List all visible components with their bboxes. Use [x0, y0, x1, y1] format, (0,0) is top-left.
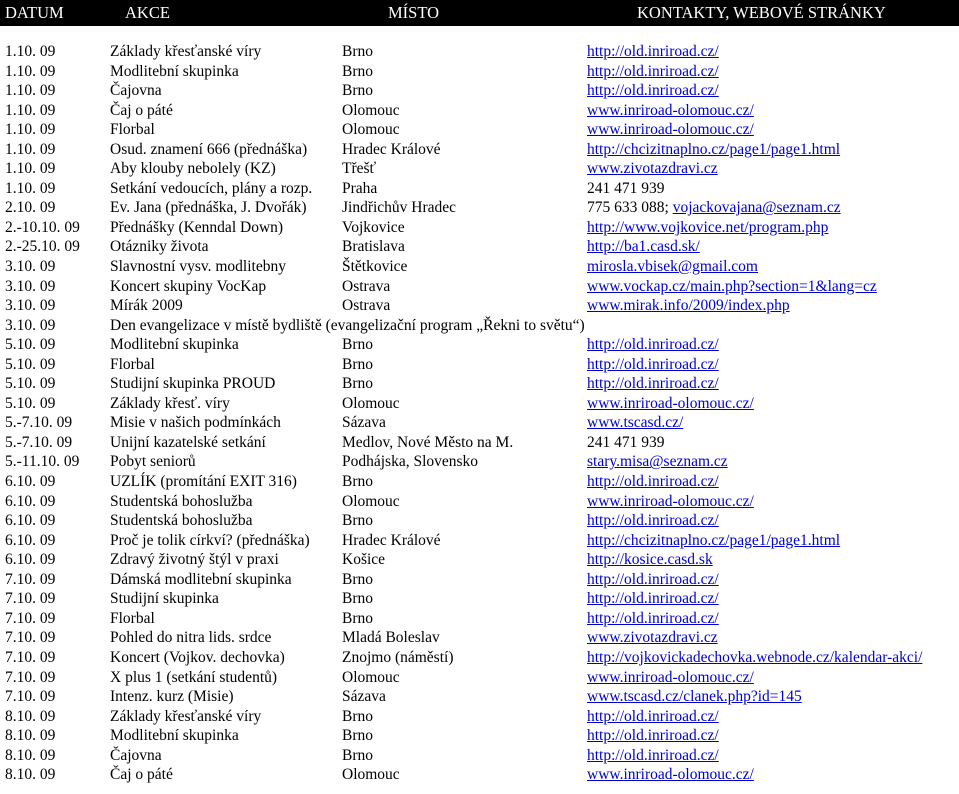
row-event: Studentská bohoslužba	[110, 512, 253, 530]
row-contact[interactable]: www.inriroad-olomouc.cz/	[587, 492, 754, 510]
row-contact[interactable]: http://kosice.casd.sk	[587, 551, 713, 569]
table-header	[0, 0, 959, 26]
row-date: 1.10. 09	[5, 179, 56, 197]
row-place: Ostrava	[342, 297, 391, 315]
row-contact[interactable]: http://old.inriroad.cz/	[587, 570, 719, 588]
row-place: Brno	[342, 62, 373, 80]
row-event: Slavnostní vysv. modlitebny	[110, 258, 286, 276]
row-place: Praha	[342, 179, 378, 197]
row-event: Studentská bohoslužba	[110, 492, 253, 510]
row-event: Koncert (Vojkov. dechovka)	[110, 648, 285, 666]
row-contact[interactable]: http://old.inriroad.cz/	[587, 336, 719, 354]
row-contact[interactable]: http://old.inriroad.cz/	[587, 746, 719, 764]
row-contact-phone: 775 633 088;	[587, 199, 673, 217]
row-date: 3.10. 09	[5, 297, 56, 315]
table-row	[0, 159, 959, 179]
table-row	[0, 296, 959, 316]
row-contact-link[interactable]: vojackovajana@seznam.cz	[672, 199, 841, 217]
row-place: Olomouc	[342, 394, 400, 412]
table-row	[0, 472, 959, 492]
row-contact[interactable]: http://old.inriroad.cz/	[587, 375, 719, 393]
row-place: Brno	[342, 609, 373, 627]
table-row	[0, 257, 959, 277]
header-event: AKCE	[125, 3, 170, 22]
row-place: Olomouc	[342, 668, 400, 686]
row-date: 2.-25.10. 09	[5, 238, 80, 256]
row-place: Brno	[342, 82, 373, 100]
row-place: Brno	[342, 375, 373, 393]
row-event: Základy křesť. víry	[110, 394, 230, 412]
row-event: Základy křesťanské víry	[110, 43, 262, 60]
header-contact: KONTAKTY, WEBOVÉ STRÁNKY	[637, 3, 886, 22]
row-event: Modlitební skupinka	[110, 336, 239, 354]
row-place: Brno	[342, 746, 373, 764]
row-event: Unijní kazatelské setkání	[110, 433, 266, 451]
row-place: Olomouc	[342, 492, 400, 510]
row-place: Olomouc	[342, 101, 400, 119]
row-event: Studijní skupinka PROUD	[110, 375, 276, 393]
table-row	[0, 628, 959, 648]
row-event: Dámská modlitební skupinka	[110, 570, 292, 588]
row-event: Aby klouby nebolely (KZ)	[110, 160, 276, 178]
row-place: Vojkovice	[342, 218, 405, 236]
row-event: Modlitební skupinka	[110, 62, 239, 80]
row-contact[interactable]: http://chcizitnaplno.cz/page1/page1.html	[587, 531, 841, 549]
table-row	[0, 355, 959, 375]
row-contact[interactable]: http://ba1.casd.sk/	[587, 238, 700, 256]
row-date: 7.10. 09	[5, 609, 56, 627]
row-contact[interactable]: http://old.inriroad.cz/	[587, 512, 719, 530]
table-row	[0, 42, 959, 62]
row-date: 5.10. 09	[5, 336, 56, 354]
table-row	[0, 198, 959, 218]
row-contact[interactable]: http://old.inriroad.cz/	[587, 62, 719, 80]
row-date: 5.-7.10. 09	[5, 433, 73, 451]
table-row	[0, 81, 959, 101]
row-contact[interactable]: http://chcizitnaplno.cz/page1/page1.html	[587, 140, 841, 158]
row-event: UZLÍK (promítání EXIT 316)	[110, 473, 297, 491]
row-contact[interactable]: www.inriroad-olomouc.cz/	[587, 121, 754, 139]
row-date: 7.10. 09	[5, 590, 56, 608]
row-date: 5.10. 09	[5, 394, 56, 412]
row-contact[interactable]: www.inriroad-olomouc.cz/	[587, 394, 754, 412]
table-row	[0, 726, 959, 746]
row-event: Čajovna	[110, 82, 162, 100]
row-event: Den evangelizace v místě bydliště (evangelizační program „Řekni to světu“)	[110, 316, 585, 334]
table-row	[0, 452, 959, 472]
row-date: 5.10. 09	[5, 375, 56, 393]
row-contact[interactable]: www.vockap.cz/main.php?section=1&lang=cz	[587, 277, 877, 295]
table-row	[0, 179, 959, 199]
row-place: Štětkovice	[342, 258, 408, 276]
row-event: Čaj o páté	[110, 766, 173, 784]
row-date: 5.-7.10. 09	[5, 414, 73, 432]
row-date: 1.10. 09	[5, 62, 56, 80]
table-row	[0, 687, 959, 707]
row-place: Brno	[342, 590, 373, 608]
row-place: Sázava	[342, 414, 386, 432]
row-date: 1.10. 09	[5, 43, 56, 60]
table-row	[0, 120, 959, 140]
row-date: 6.10. 09	[5, 531, 56, 549]
row-place: Olomouc	[342, 121, 400, 139]
row-place: Podhájska, Slovensko	[342, 453, 479, 471]
row-contact[interactable]: www.inriroad-olomouc.cz/	[587, 668, 754, 686]
table-row	[0, 550, 959, 570]
row-date: 5.-11.10. 09	[5, 453, 80, 471]
row-event: Pohled do nitra lids. srdce	[110, 629, 272, 647]
row-event: Florbal	[110, 121, 155, 139]
row-date: 1.10. 09	[5, 160, 56, 178]
row-place: Brno	[342, 707, 373, 725]
row-date: 6.10. 09	[5, 512, 56, 530]
table-row	[0, 394, 959, 414]
row-event: Florbal	[110, 609, 155, 627]
table-row	[0, 413, 959, 433]
table-row	[0, 140, 959, 160]
row-place: Hradec Králové	[342, 531, 441, 549]
row-contact[interactable]: www.zivotazdravi.cz	[587, 160, 718, 178]
row-contact[interactable]: http://old.inriroad.cz/	[587, 707, 719, 725]
table-row	[0, 62, 959, 82]
table-row	[0, 101, 959, 121]
row-event: Florbal	[110, 355, 155, 373]
row-event: Koncert skupiny VocKap	[110, 277, 267, 295]
row-date: 1.10. 09	[5, 101, 56, 119]
row-place: Třešť	[342, 160, 377, 178]
table-row	[0, 589, 959, 609]
row-date: 5.10. 09	[5, 355, 56, 373]
row-date: 6.10. 09	[5, 492, 56, 510]
row-place: Brno	[342, 473, 373, 491]
row-place: Bratislava	[342, 238, 405, 256]
row-event: Mírák 2009	[110, 297, 183, 315]
row-event: Čaj o páté	[110, 101, 173, 119]
row-date: 3.10. 09	[5, 316, 56, 334]
header-date: DATUM	[5, 3, 64, 22]
row-event: Přednášky (Kenndal Down)	[110, 218, 284, 236]
table-row	[0, 511, 959, 531]
row-event: Osud. znamení 666 (přednáška)	[110, 140, 308, 158]
row-date: 7.10. 09	[5, 629, 56, 647]
table-row	[0, 765, 959, 785]
row-contact[interactable]: www.inriroad-olomouc.cz/	[587, 101, 754, 119]
row-contact	[587, 198, 841, 218]
row-date: 6.10. 09	[5, 473, 56, 491]
table-row	[0, 492, 959, 512]
row-contact[interactable]: http://old.inriroad.cz/	[587, 473, 719, 491]
row-date: 8.10. 09	[5, 766, 56, 784]
table-row	[0, 218, 959, 238]
row-event: Misie v našich podmínkách	[110, 414, 281, 432]
row-contact[interactable]: http://old.inriroad.cz/	[587, 590, 719, 608]
row-date: 8.10. 09	[5, 727, 56, 745]
table-row	[0, 433, 959, 453]
row-contact[interactable]: www.tscasd.cz/	[587, 414, 684, 432]
row-contact[interactable]: http://old.inriroad.cz/	[587, 609, 719, 627]
row-date: 1.10. 09	[5, 140, 56, 158]
row-date: 2.10. 09	[5, 199, 56, 217]
row-place: Medlov, Nové Město na M.	[342, 433, 514, 451]
row-event: Setkání vedoucích, plány a rozp.	[110, 179, 313, 197]
row-date: 7.10. 09	[5, 688, 56, 706]
row-event: X plus 1 (setkání studentů)	[110, 668, 278, 686]
row-event: Základy křesťanské víry	[110, 707, 262, 725]
row-date: 6.10. 09	[5, 551, 56, 569]
row-place: Mladá Boleslav	[342, 629, 440, 647]
row-place: Brno	[342, 570, 373, 588]
row-date: 3.10. 09	[5, 277, 56, 295]
row-contact[interactable]: http://old.inriroad.cz/	[587, 727, 719, 745]
table-row	[0, 374, 959, 394]
row-contact[interactable]: www.mirak.info/2009/index.php	[587, 297, 790, 315]
row-contact[interactable]: stary.misa@seznam.cz	[587, 453, 728, 471]
row-place: Brno	[342, 355, 373, 373]
row-contact[interactable]: mirosla.vbisek@gmail.com	[587, 258, 758, 276]
table-row	[0, 707, 959, 727]
row-event: Zdravý životný štýl v praxi	[110, 551, 279, 569]
row-date: 7.10. 09	[5, 570, 56, 588]
row-contact: 241 471 939	[587, 433, 665, 451]
table-row	[0, 746, 959, 766]
row-place: Brno	[342, 512, 373, 530]
table-row	[0, 531, 959, 551]
row-date: 2.-10.10. 09	[5, 218, 80, 236]
row-place: Sázava	[342, 688, 386, 706]
table-row	[0, 609, 959, 629]
row-event: Proč je tolik církví? (přednáška)	[110, 531, 310, 549]
row-date: 7.10. 09	[5, 668, 56, 686]
table-row	[0, 570, 959, 590]
row-place: Znojmo (náměstí)	[342, 648, 454, 666]
row-event: Otázniky života	[110, 238, 209, 256]
row-place: Ostrava	[342, 277, 391, 295]
row-event: Studijní skupinka	[110, 590, 219, 608]
row-place: Hradec Králové	[342, 140, 441, 158]
row-contact[interactable]: http://www.vojkovice.net/program.php	[587, 218, 829, 236]
table-row	[0, 668, 959, 688]
row-date: 7.10. 09	[5, 648, 56, 666]
row-event: Čajovna	[110, 746, 162, 764]
row-event: Intenz. kurz (Misie)	[110, 688, 234, 706]
table-row	[0, 335, 959, 355]
row-date: 8.10. 09	[5, 707, 56, 725]
event-table	[0, 42, 959, 785]
table-row	[0, 648, 959, 668]
row-contact: 241 471 939	[587, 179, 665, 197]
row-contact[interactable]: http://old.inriroad.cz/	[587, 355, 719, 373]
table-row	[0, 316, 959, 336]
row-contact[interactable]: http://old.inriroad.cz/	[587, 43, 719, 60]
row-event: Pobyt seniorů	[110, 453, 196, 471]
row-date: 3.10. 09	[5, 258, 56, 276]
table-row	[0, 237, 959, 257]
row-contact[interactable]: http://old.inriroad.cz/	[587, 82, 719, 100]
row-place: Brno	[342, 727, 373, 745]
row-event: Modlitební skupinka	[110, 727, 239, 745]
row-place: Brno	[342, 43, 373, 60]
row-event: Ev. Jana (přednáška, J. Dvořák)	[110, 199, 307, 217]
header-place: MÍSTO	[388, 3, 440, 22]
row-date: 1.10. 09	[5, 82, 56, 100]
row-date: 8.10. 09	[5, 746, 56, 764]
row-contact[interactable]: www.inriroad-olomouc.cz/	[587, 766, 754, 784]
row-place: Olomouc	[342, 766, 400, 784]
row-place: Košice	[342, 551, 386, 569]
row-contact[interactable]: www.zivotazdravi.cz	[587, 629, 718, 647]
row-date: 1.10. 09	[5, 121, 56, 139]
row-place: Brno	[342, 336, 373, 354]
row-contact[interactable]: www.tscasd.cz/clanek.php?id=145	[587, 688, 802, 706]
row-contact[interactable]: http://vojkovickadechovka.webnode.cz/kalendar-akci/	[587, 648, 923, 666]
row-place: Jindřichův Hradec	[342, 199, 457, 217]
table-row	[0, 277, 959, 297]
